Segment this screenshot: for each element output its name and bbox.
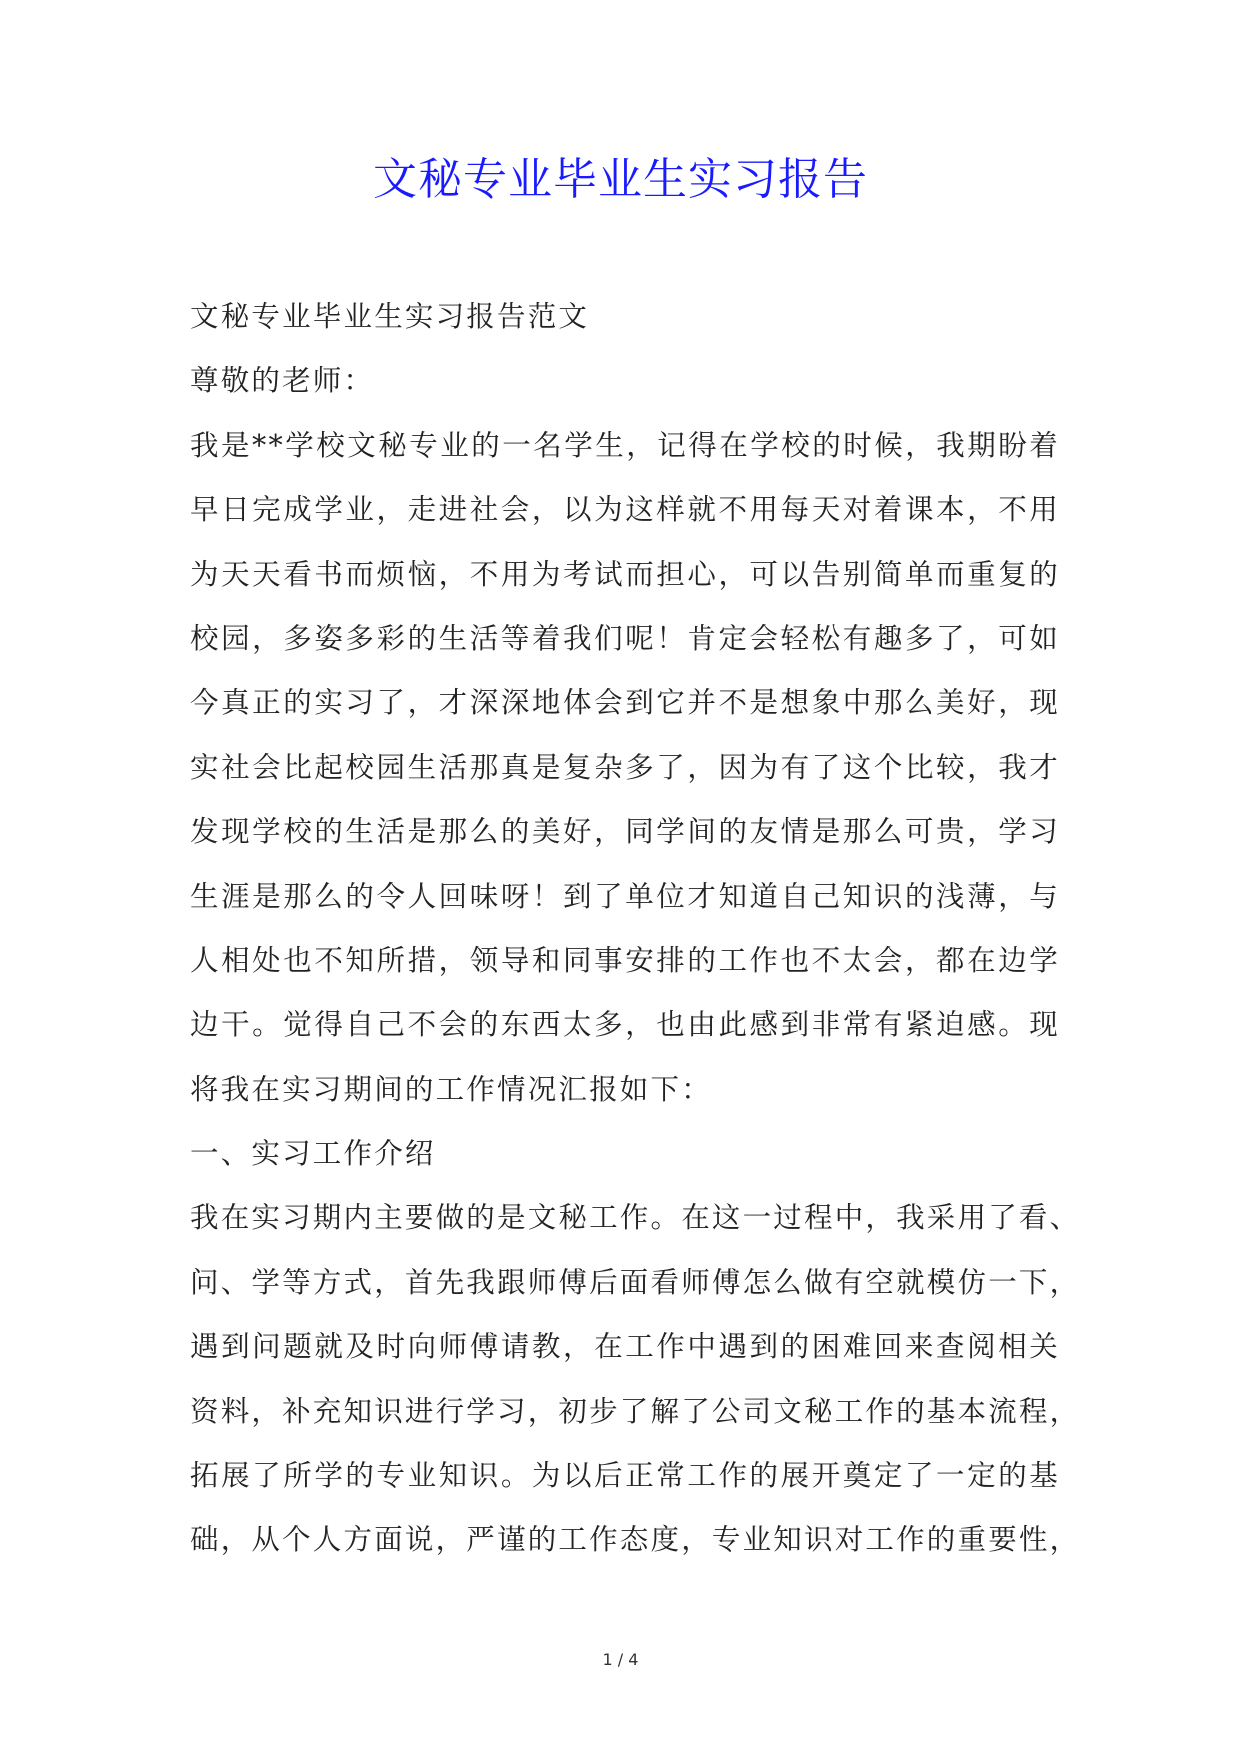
paragraph-line: 校园，多姿多彩的生活等着我们呢！肯定会轻松有趣多了，可如	[190, 621, 1060, 655]
paragraph-line: 实社会比起校园生活那真是复杂多了，因为有了这个比较，我才	[190, 750, 1060, 784]
paragraph-line: 人相处也不知所措，领导和同事安排的工作也不太会，都在边学	[190, 943, 1060, 977]
paragraph-line: 发现学校的生活是那么的美好，同学间的友情是那么可贵，学习	[190, 815, 1060, 849]
paragraph-line: 将我在实习期间的工作情况汇报如下：	[190, 1072, 712, 1106]
section-heading: 一、实习工作介绍	[190, 1137, 436, 1171]
paragraph-line: 我在实习期内主要做的是文秘工作。在这一过程中，我采用了看、	[190, 1201, 1081, 1235]
paragraph-line: 今真正的实习了，才深深地体会到它并不是想象中那么美好，现	[190, 686, 1060, 720]
paragraph-line: 我是**学校文秘专业的一名学生，记得在学校的时候，我期盼着	[190, 428, 1060, 462]
page-number: 1 / 4	[602, 1650, 639, 1669]
paragraph-line: 遇到问题就及时向师傅请教，在工作中遇到的困难回来查阅相关	[190, 1330, 1060, 1364]
paragraph-line: 拓展了所学的专业知识。为以后正常工作的展开奠定了一定的基	[190, 1459, 1060, 1493]
subtitle-line: 文秘专业毕业生实习报告范文	[190, 300, 590, 333]
document-title: 文秘专业毕业生实习报告	[373, 154, 868, 205]
paragraph-line: 础，从个人方面说，严谨的工作态度，专业知识对工作的重要性，	[190, 1523, 1081, 1557]
paragraph-line: 边干。觉得自己不会的东西太多，也由此感到非常有紧迫感。现	[190, 1008, 1060, 1042]
paragraph-line: 问、学等方式，首先我跟师傅后面看师傅怎么做有空就模仿一下，	[190, 1265, 1081, 1299]
paragraph-line: 生涯是那么的令人回味呀！到了单位才知道自己知识的浅薄，与	[190, 879, 1060, 913]
document-body	[190, 285, 1081, 1573]
paragraph-line: 为天天看书而烦恼，不用为考试而担心，可以告别简单而重复的	[190, 557, 1060, 591]
paragraph-line: 资料，补充知识进行学习，初步了解了公司文秘工作的基本流程，	[190, 1394, 1081, 1428]
salutation-line: 尊敬的老师：	[190, 364, 375, 398]
paragraph-line: 早日完成学业，走进社会，以为这样就不用每天对着课本，不用	[190, 493, 1060, 527]
